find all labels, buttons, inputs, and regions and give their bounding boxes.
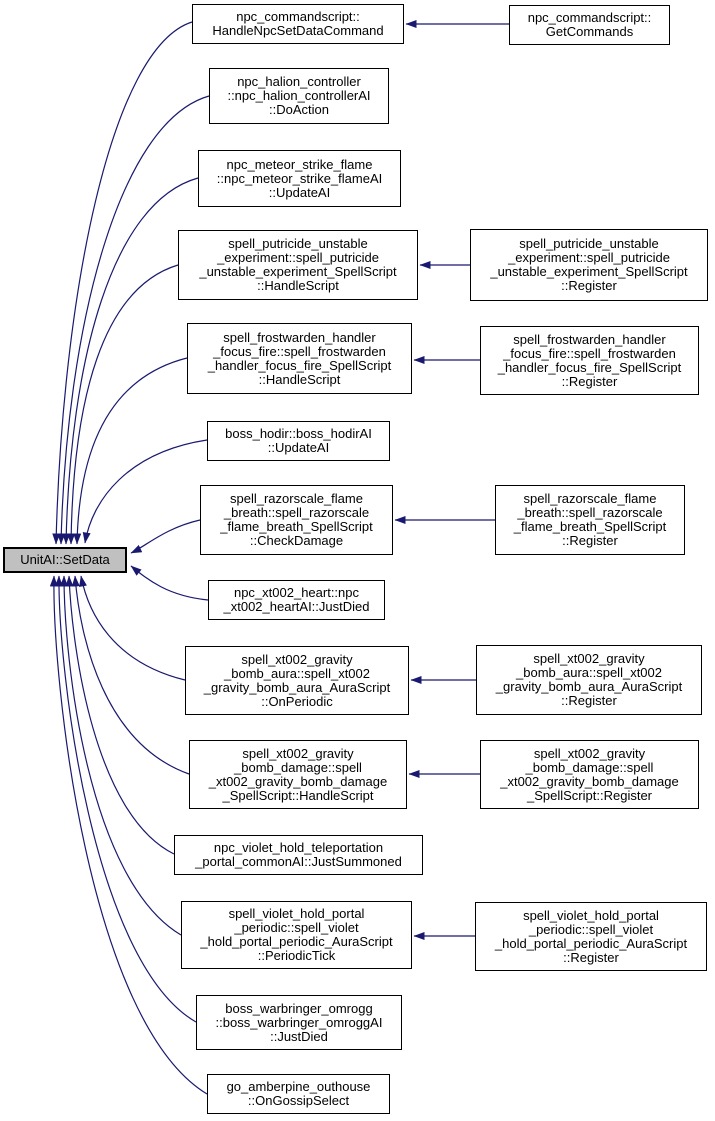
edge-xt002heart-setdata [131, 566, 208, 600]
node-label-line: _hold_portal_periodic_AuraScript [200, 934, 393, 949]
node-label-line: go_amberpine_outhouse [226, 1079, 371, 1094]
node-label-line: _xt002_gravity_bomb_damage [500, 773, 679, 789]
node-label-line: spell_razorscale_flame [230, 491, 363, 506]
node-label-line: npc_commandscript:: [527, 10, 652, 25]
node-frostwarden-register[interactable] [480, 326, 699, 395]
node-violet-portal-periodic-tick[interactable] [181, 901, 412, 969]
node-meteor-update-ai[interactable] [198, 150, 401, 207]
node-label-line: _flame_breath_SpellScript [220, 519, 373, 534]
node-label-line: ::HandleScript [257, 278, 339, 293]
node-gravity-damage-handle-script[interactable] [189, 740, 407, 809]
node-gravity-damage-register[interactable] [480, 740, 699, 809]
node-label-line: npc_violet_hold_teleportation [213, 840, 384, 855]
node-label-line: _bomb_damage::spell [234, 759, 362, 775]
node-label-line: ::UpdateAI [267, 440, 330, 455]
node-label-line: npc_halion_controller [237, 74, 361, 89]
node-label-line: _SpellScript::Register [527, 787, 652, 803]
node-label-line: ::JustDied [270, 1028, 328, 1044]
node-label-line: _periodic::spell_violet [528, 921, 654, 937]
node-label-line: spell_putricide_unstable [519, 236, 659, 251]
node-label-line: _bomb_aura::spell_xt002 [516, 665, 662, 680]
node-label-line: _unstable_experiment_SpellScript [199, 264, 397, 279]
node-label-line: ::CheckDamage [249, 533, 344, 548]
node-label-line: _handler_focus_fire_SpellScript [207, 357, 392, 373]
node-label-line: ::boss_warbringer_omroggAI [215, 1014, 383, 1030]
node-label: UnitAI::SetData [20, 552, 110, 567]
node-label-line: _experiment::spell_putricide [508, 250, 670, 265]
node-label-line: ::DoAction [269, 102, 329, 117]
node-label-line: boss_hodir::boss_hodirAI [225, 426, 372, 441]
node-label-line: GetCommands [545, 24, 634, 39]
node-razorscale-check-damage[interactable] [200, 485, 393, 555]
node-label-line: _handler_focus_fire_SpellScript [497, 359, 682, 375]
node-violet-portal-register[interactable] [475, 902, 707, 971]
edge-omrogg-setdata [59, 576, 196, 1022]
node-label-line: ::UpdateAI [268, 184, 331, 200]
edge-putricide-setdata [71, 265, 178, 544]
node-label-line: _bomb_damage::spell [525, 759, 654, 775]
node-frostwarden-handle-script[interactable] [187, 323, 412, 394]
node-label-line: _flame_breath_SpellScript [513, 519, 667, 534]
node-label-line: _gravity_bomb_aura_AuraScript [203, 679, 391, 695]
node-label-line: npc_commandscript:: [236, 9, 360, 24]
node-razorscale-register[interactable] [495, 485, 685, 555]
node-label-line: spell_xt002_gravity [533, 651, 645, 666]
node-label-line: _unstable_experiment_SpellScript [490, 264, 688, 279]
node-label-line: ::PeriodicTick [257, 948, 336, 963]
node-label-line: ::OnGossipSelect [247, 1093, 350, 1108]
edge-gravityaura-setdata [81, 576, 185, 680]
node-gravity-aura-register[interactable] [476, 645, 702, 715]
node-label-line: ::Register [563, 949, 619, 965]
node-label-line: spell_violet_hold_portal [523, 907, 659, 923]
node-label-line: _SpellScript::HandleScript [222, 787, 374, 803]
node-hodir-update-ai[interactable] [207, 421, 390, 461]
edge-handlenpc-setdata [56, 22, 192, 544]
node-label-line: npc_xt002_heart::npc [233, 585, 360, 600]
node-amberpine-on-gossip-select[interactable] [207, 1074, 390, 1114]
node-label-line: _periodic::spell_violet [234, 920, 359, 935]
node-label-line: _hold_portal_periodic_AuraScript [494, 935, 688, 951]
node-get-commands[interactable] [509, 5, 670, 45]
node-label-line: ::Register [561, 278, 617, 293]
node-xt002-heart-just-died[interactable] [208, 580, 385, 620]
node-label-line: _xt002_gravity_bomb_damage [208, 773, 388, 789]
node-label-line: _breath::spell_razorscale [517, 505, 663, 520]
node-putricide-register[interactable] [470, 229, 708, 301]
node-label-line: spell_razorscale_flame [523, 491, 657, 506]
node-label-line: _focus_fire::spell_frostwarden [213, 343, 386, 359]
edge-violetportal-setdata [64, 576, 181, 935]
node-label-line: HandleNpcSetDataCommand [212, 23, 384, 38]
node-label-line: spell_xt002_gravity [242, 745, 354, 761]
node-halion-do-action[interactable] [209, 68, 389, 124]
node-label-line: spell_frostwarden_handler [513, 331, 666, 347]
node-label-line: ::Register [561, 693, 617, 708]
node-label-line: ::HandleScript [258, 371, 341, 387]
node-label-line: ::Register [562, 533, 618, 548]
node-handle-npc-set-data-command[interactable] [192, 4, 404, 44]
edge-frostwarden-setdata [77, 358, 187, 544]
node-label-line: _bomb_aura::spell_xt002 [224, 665, 370, 681]
node-label-line: spell_putricide_unstable [228, 236, 368, 251]
node-label-line: ::npc_meteor_strike_flameAI [216, 170, 383, 186]
node-label-line: _xt002_heartAI::JustDied [223, 599, 370, 614]
node-label-line: boss_warbringer_omrogg [225, 1000, 373, 1016]
node-label-line: spell_frostwarden_handler [223, 329, 376, 345]
edge-razorscale-setdata [131, 520, 200, 553]
edge-gravitydamage-setdata [75, 576, 189, 774]
node-label-line: npc_meteor_strike_flame [226, 156, 373, 172]
node-putricide-handle-script[interactable] [178, 230, 418, 300]
edge-hodir-setdata [85, 440, 207, 543]
node-label-line: ::OnPeriodic [261, 693, 333, 709]
node-omrogg-just-died[interactable] [196, 995, 402, 1050]
edge-violettele-setdata [69, 576, 174, 854]
node-violet-teleport-just-summoned[interactable] [174, 835, 423, 875]
node-label-line: _focus_fire::spell_frostwarden [503, 345, 676, 361]
node-label-line: spell_violet_hold_portal [228, 906, 365, 921]
node-label-line: _gravity_bomb_aura_AuraScript [495, 679, 683, 694]
node-label-line: ::npc_halion_controllerAI [227, 88, 371, 103]
node-gravity-aura-on-periodic[interactable] [185, 646, 409, 715]
node-label-line: ::Register [561, 373, 618, 389]
node-label-line: _experiment::spell_putricide [217, 250, 379, 265]
node-label-line: spell_xt002_gravity [241, 651, 353, 667]
edge-halion-setdata [61, 96, 209, 544]
node-label-line: spell_xt002_gravity [533, 745, 646, 761]
node-unitai-setdata[interactable] [3, 547, 127, 573]
node-label-line: _portal_commonAI::JustSummoned [195, 854, 402, 869]
node-label-line: _breath::spell_razorscale [223, 505, 370, 520]
